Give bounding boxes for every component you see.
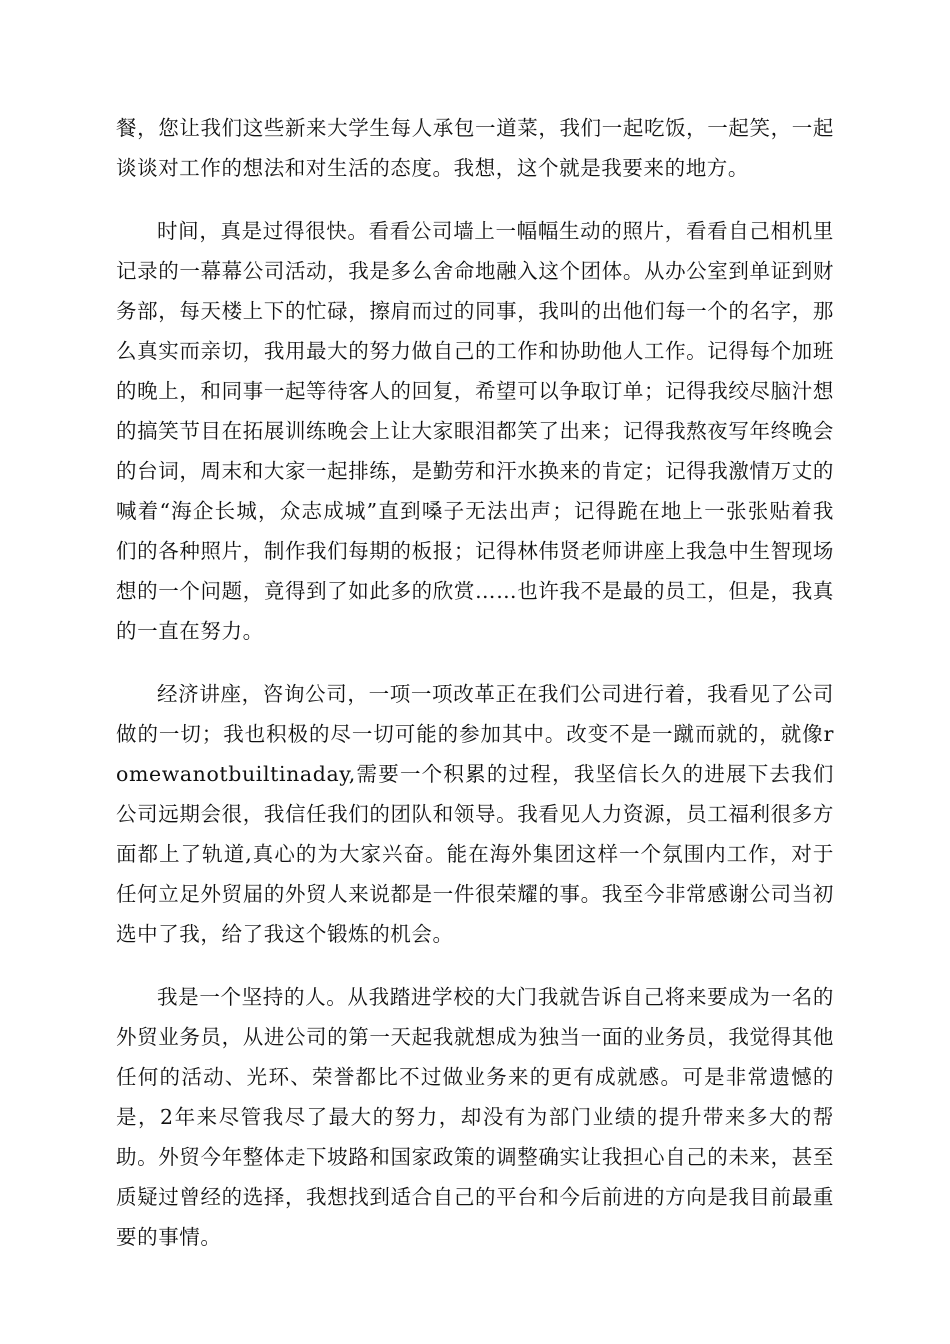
paragraph-3: 经济讲座，咨询公司，一项一项改革正在我们公司进行着，我看见了公司做的一切；我也积极的尽一切可能的参加其中。改变不是一蹴而就的，就像romewanotbuiltinaday,需要一个积累的过程，我坚信长久的进展下去我们公司远期会很，我信任我们的团队和领导。我看见人力资源，员工福利很多方面都上了轨道,真心的为大家兴奋。能在海外集团这样一个氛围内工作，对于任何立足外贸届的外贸人来说都是一件很荣耀的事。我至今非常感谢公司当初选中了我，给了我这个锻炼的机会。 — [116, 682, 834, 946]
paragraph-4: 我是一个坚持的人。从我踏进学校的大门我就告诉自己将来要成为一名的外贸业务员，从进公司的第一天起我就想成为独当一面的业务员，我觉得其他任何的活动、光环、荣誉都比不过做业务来的更有成就感。可是非常遗憾的是，2年来尽管我尽了最大的努力，却没有为部门业绩的提升带来多大的帮助。外贸今年整体走下坡路和国家政策的调整确实让我担心自己的未来，甚至质疑过曾经的选择，我想找到适合自己的平台和今后前进的方向是我目前最重要的事情。 — [116, 985, 834, 1249]
paragraph-spacer — [116, 954, 834, 977]
paragraph-spacer — [116, 188, 834, 211]
paragraph-spacer — [116, 651, 834, 674]
paragraph-1: 餐，您让我们这些新来大学生每人承包一道菜，我们一起吃饭，一起笑，一起谈谈对工作的想法和对生活的态度。我想，这个就是我要来的地方。 — [116, 116, 834, 180]
paragraph-2: 时间，真是过得很快。看看公司墙上一幅幅生动的照片，看看自己相机里记录的一幕幕公司活动，我是多么舍命地融入这个团体。从办公室到单证到财务部，每天楼上下的忙碌，擦肩而过的同事，我叫的出他们每一个的名字，那么真实而亲切，我用最大的努力做自己的工作和协助他人工作。记得每个加班的晚上，和同事一起等待客人的回复，希望可以争取订单；记得我绞尽脑汁想的搞笑节目在拓展训练晚会上让大家眼泪都笑了出来；记得我熬夜写年终晚会的台词，周末和大家一起排练，是勤劳和汗水换来的肯定；记得我激情万丈的喊着“海企长城，众志成城”直到嗓子无法出声；记得跪在地上一张张贴着我们的各种照片，制作我们每期的板报；记得林伟贤老师讲座上我急中生智现场想的一个问题，竟得到了如此多的欣赏……也许我不是最的员工，但是，我真的一直在努力。 — [116, 219, 834, 643]
document-body — [116, 108, 834, 1257]
